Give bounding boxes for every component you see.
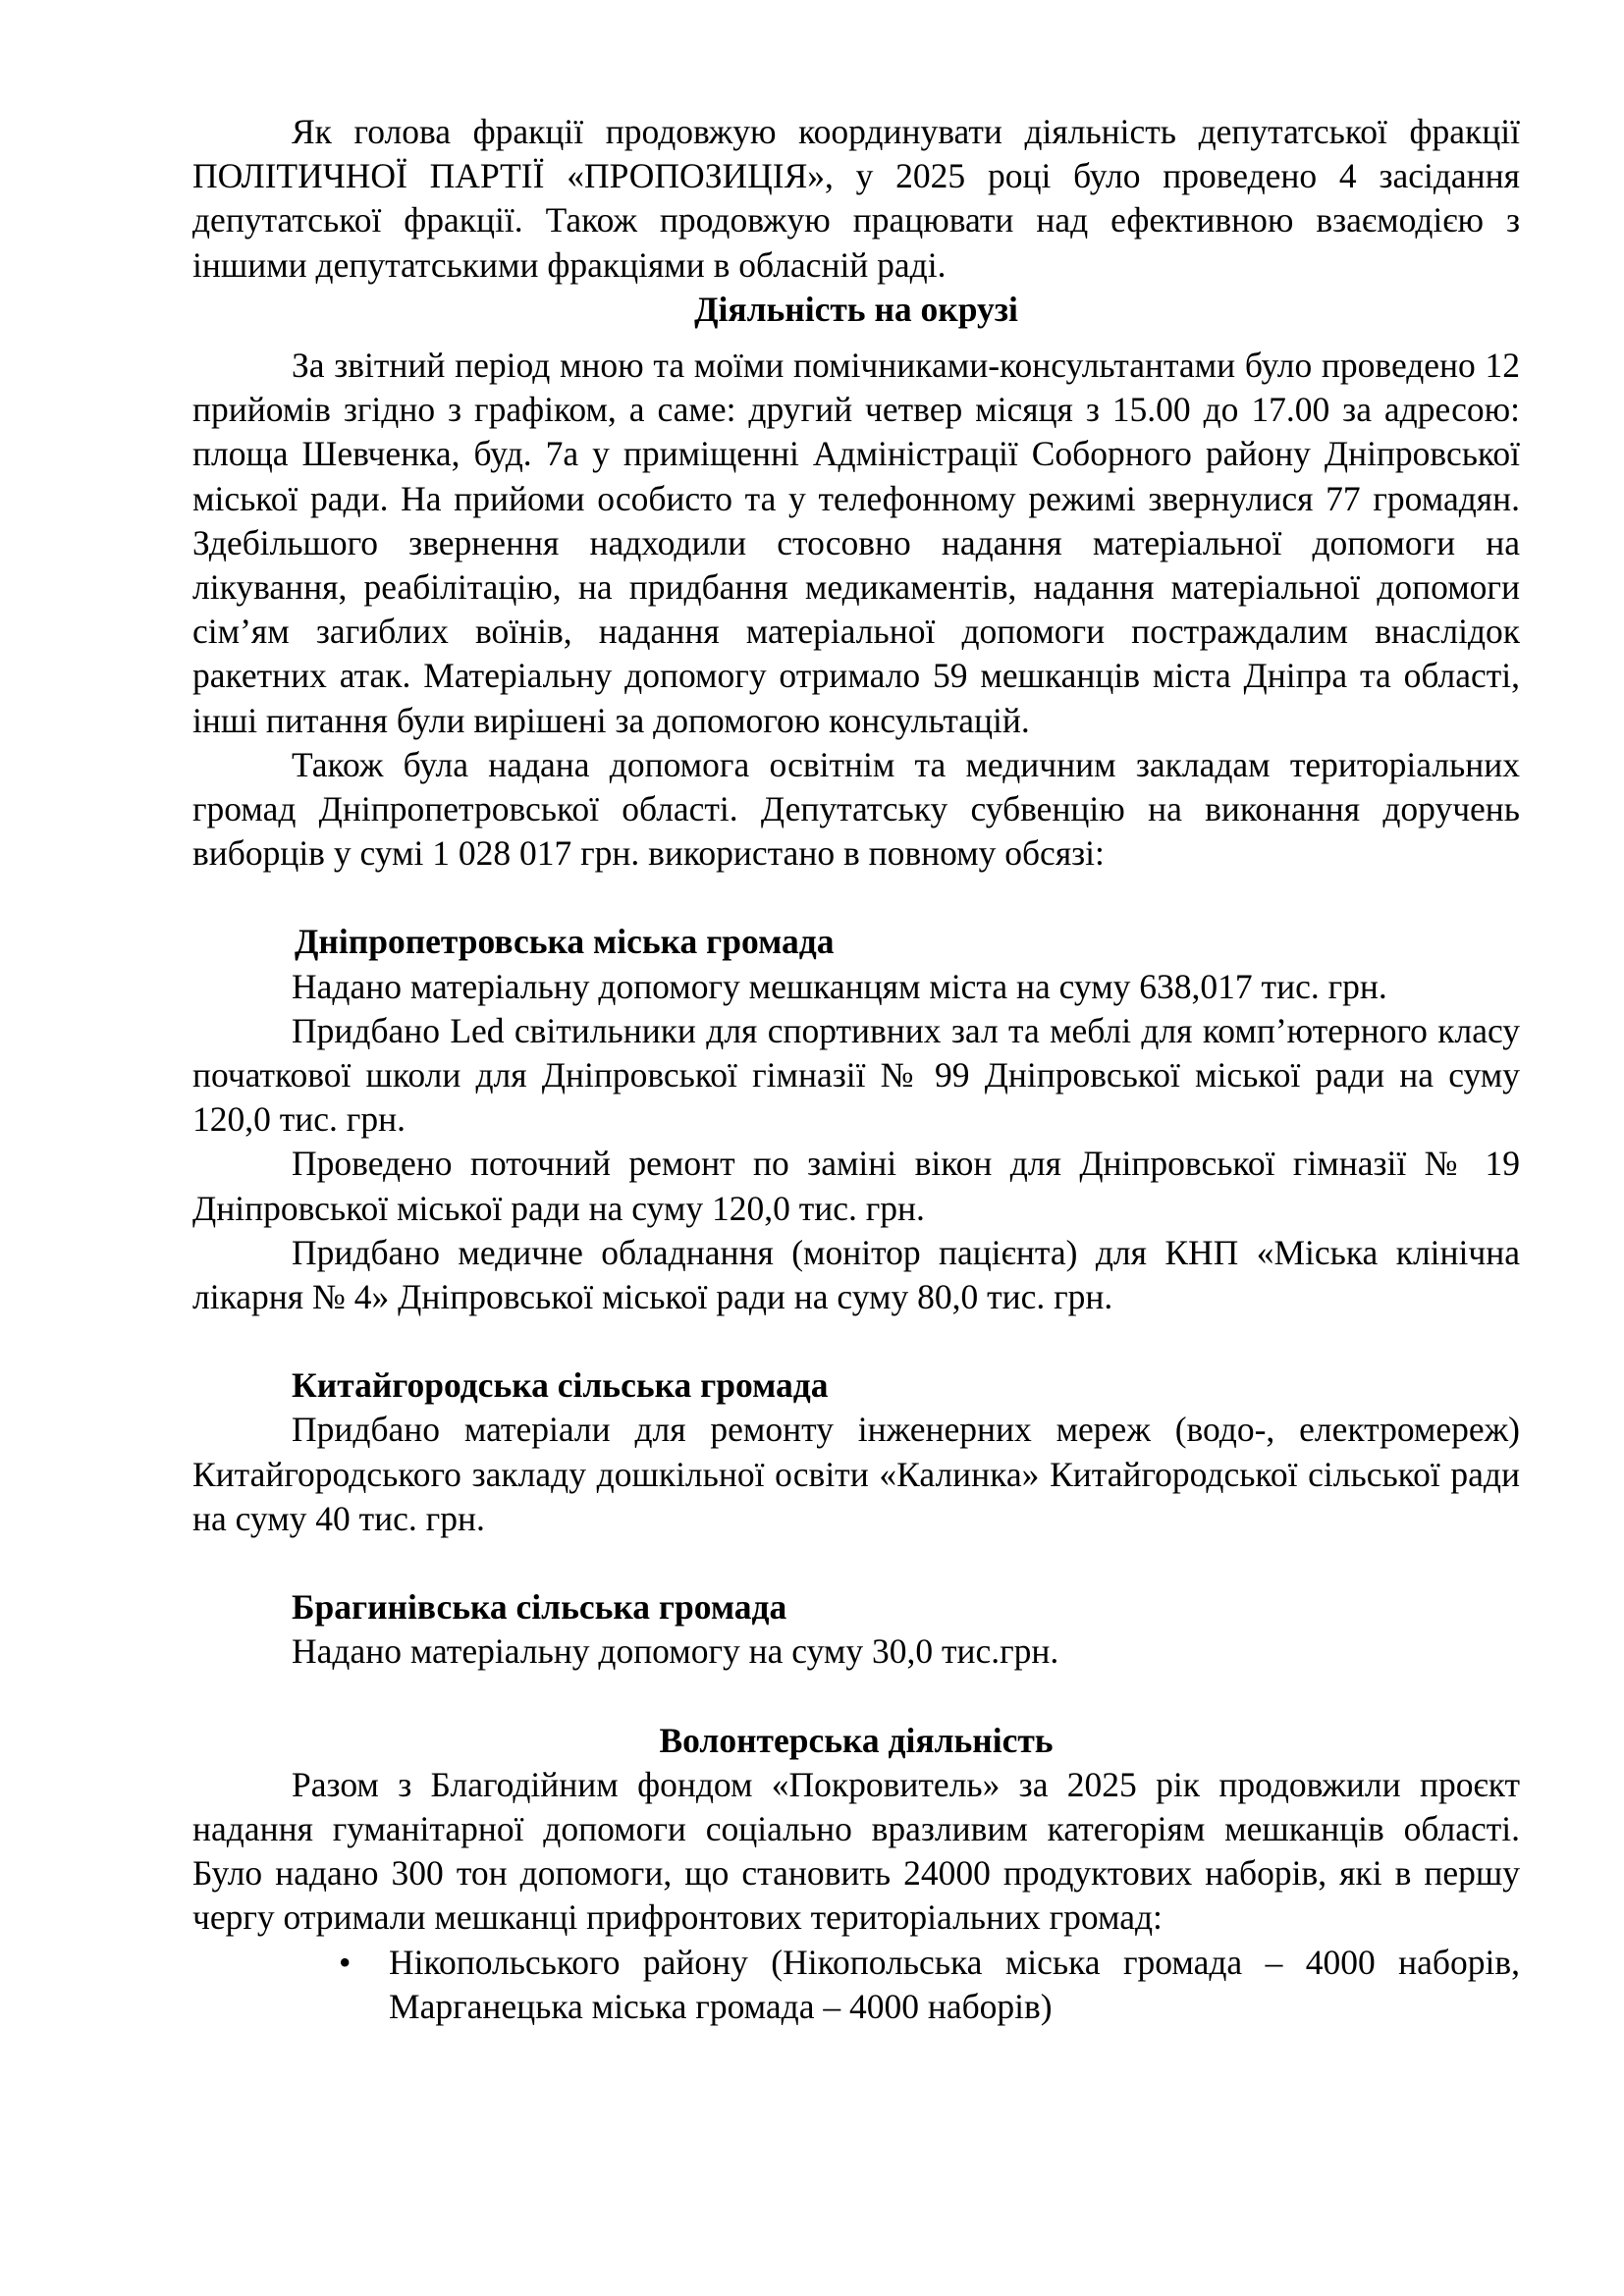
paragraph-kytaihorod-repair: Придбано матеріали для ремонту інженерних мереж (водо-, електромереж) Китайгородського закладу дошкільної освіти «Калинка» Китайгородської сільської ради на суму 40 тис. грн. <box>192 1410 1520 1538</box>
paragraph-receptions: За звітний період мною та моїми помічниками-консультантами було проведено 12 прийомів згідно з графіком, а саме: другий четвер місяця з 15.00 до 17.00 за адресою: площа Шевченка, буд. 7а у приміщенні Адміністрації Соборного району Дніпровської міської ради. На прийоми особисто та у телефонному режимі звернулися 77 громадян. Здебільшого звернення надходили стосовно надання матеріальної допомоги на лікування, реабілітацію, на придбання медикаментів, надання матеріальної допомоги сім’ям загиблих воїнів, надання матеріальної допомоги постраждалим внаслідок ракетних атак. Матеріальну допомогу отримало 59 мешканців міста Дніпра та області, інші питання були вирішені за допомогою консультацій. <box>192 346 1520 740</box>
paragraph-volunteer: Разом з Благодійним фондом «Покровитель» за 2025 рік продовжили проєкт надання гуманітарної допомоги соціально вразливим категоріям мешканців області. Було надано 300 тон допомоги, що становить 24000 продуктових наборів, які в першу чергу отримали мешканці прифронтових територіальних громад: <box>192 1764 1520 1938</box>
heading-kytaihorod-community: Китайгородська сільська громада <box>292 1365 829 1406</box>
paragraph-dnipro-led: Придбано Led світильники для спортивних зал та меблі для комп’ютерного класу початкової школи для Дніпровської гімназії № 99 Дніпровської міської ради на суму 120,0 тис. грн. <box>192 1010 1520 1140</box>
heading-brahynivka-community: Брагинівська сільська громада <box>292 1587 787 1628</box>
document-page <box>192 110 1520 2029</box>
paragraph-subvention: Також була надана допомога освітнім та медичним закладам територіальних громад Дніпропетровської області. Депутатську субвенцію на виконання доручень виборців у сумі 1 028 017 грн. використано в повному обсязі: <box>192 744 1520 874</box>
list-item: • Нікопольського району (Нікопольська міська громада – 4000 наборів, Марганецька міська громада – 4000 наборів) <box>389 1941 1520 2029</box>
paragraph-dnipro-aid: Надано матеріальну допомогу мешканцям міста на суму 638,017 тис. грн. <box>292 966 1387 1006</box>
heading-district-activity: Діяльність на окрузі <box>694 289 1018 329</box>
paragraph-brahynivka-aid: Надано матеріальну допомогу на суму 30,0 тис.грн. <box>292 1631 1059 1672</box>
heading-dnipro-community: Дніпропетровська міська громада <box>295 922 835 962</box>
heading-volunteer-activity: Волонтерська діяльність <box>659 1720 1054 1760</box>
paragraph-dnipro-medical: Придбано медичне обладнання (монітор пацієнта) для КНП «Міська клінічна лікарня № 4» Дніпровської міської ради на суму 80,0 тис. грн. <box>192 1232 1520 1317</box>
paragraph-faction: Як голова фракції продовжую координувати діяльність депутатської фракції ПОЛІТИЧНОЇ ПАРТІЇ «ПРОПОЗИЦІЯ», у 2025 році було проведено 4 засідання депутатської фракції. Також продовжую працювати над ефективною взаємодією з іншими депутатськими фракціями в обласній раді. <box>192 112 1520 285</box>
paragraph-dnipro-windows: Проведено поточний ремонт по заміні вікон для Дніпровської гімназії № 19 Дніпровської міської ради на суму 120,0 тис. грн. <box>192 1144 1520 1228</box>
bullet-list <box>192 1941 1520 2029</box>
